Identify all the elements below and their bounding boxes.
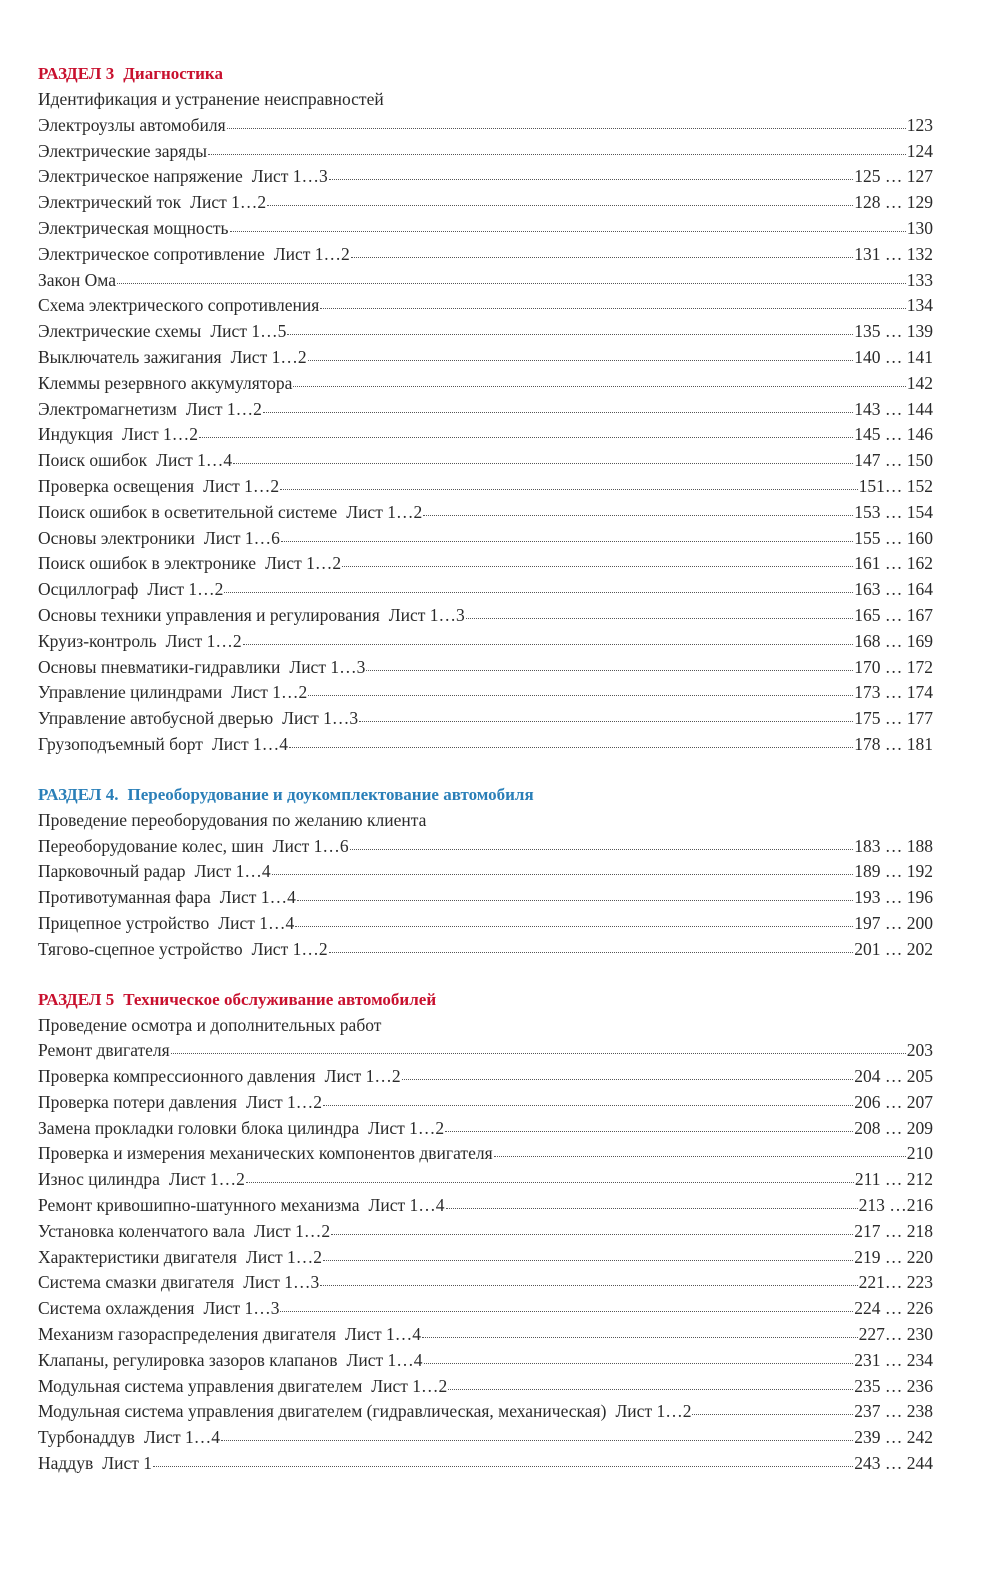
entry-sheet-range: Лист 1…3 [203, 1298, 280, 1319]
toc-section [38, 782, 933, 963]
entry-sheet-range: Лист 1…4 [194, 861, 271, 882]
entry-sheet-range: Лист 1…6 [272, 835, 349, 856]
toc-entry[interactable] [38, 474, 933, 500]
entry-sheet-range: Лист 1…2 [245, 1246, 322, 1267]
entry-sheet-range: Лист 1…3 [388, 604, 465, 625]
entry-page-numbers: 204 … 205 [854, 1066, 933, 1087]
entry-page-numbers: 133 [906, 269, 933, 290]
entry-sheet-range: Лист 1…2 [615, 1401, 692, 1422]
section-number: РАЗДЕЛ 5 [38, 989, 115, 1009]
dot-leader [272, 860, 854, 878]
entry-title: Электромагнетизм [38, 398, 177, 419]
toc-entry[interactable] [38, 268, 933, 294]
entry-title: Электрическое напряжение [38, 166, 243, 187]
entry-title: Поиск ошибок в электронике [38, 553, 257, 574]
entry-sheet-range: Лист 1…2 [168, 1169, 245, 1190]
toc-entry[interactable] [38, 319, 933, 345]
toc-entry[interactable] [38, 1193, 933, 1219]
entry-sheet-range: Лист 1…2 [203, 475, 280, 496]
dot-leader [280, 474, 857, 492]
entry-page-numbers: 213 …216 [858, 1195, 933, 1216]
entry-title: Переоборудование колес, шин [38, 835, 264, 856]
dot-leader [423, 500, 853, 518]
dot-leader [287, 320, 853, 338]
entry-page-numbers: 239 … 242 [854, 1427, 933, 1448]
toc-section [38, 61, 933, 758]
toc-entry[interactable] [38, 139, 933, 165]
entry-title: Тягово-сцепное устройство [38, 938, 243, 959]
toc-entry[interactable] [38, 577, 933, 603]
entry-sheet-range: Лист 1…4 [368, 1195, 445, 1216]
dot-leader [359, 707, 853, 725]
section-title: Диагностика [123, 64, 223, 83]
dot-leader [692, 1400, 853, 1418]
dot-leader [466, 603, 853, 621]
entry-page-numbers: 131 … 132 [854, 243, 933, 264]
dot-leader [308, 681, 853, 699]
toc-entry[interactable] [38, 885, 933, 911]
toc-entry[interactable] [38, 680, 933, 706]
toc-entry[interactable] [38, 551, 933, 577]
entry-page-numbers: 189 … 192 [854, 861, 933, 882]
entry-page-numbers: 219 … 220 [854, 1246, 933, 1267]
toc-entry[interactable] [38, 1425, 933, 1451]
entry-title: Модульная система управления двигателем (гидравлическая, механическая) [38, 1401, 607, 1422]
entry-sheet-range: Лист 1…2 [265, 553, 342, 574]
entry-page-numbers: 147 … 150 [854, 450, 933, 471]
entry-sheet-range: Лист 1…4 [156, 450, 233, 471]
dot-leader [323, 1090, 853, 1108]
toc-entry[interactable] [38, 526, 933, 552]
entry-page-numbers: 134 [906, 295, 933, 316]
entry-title: Грузоподъемный борт [38, 733, 203, 754]
entry-sheet-range: Лист 1…3 [289, 656, 366, 677]
dot-leader [329, 165, 853, 183]
dot-leader [422, 1323, 858, 1341]
entry-sheet-range: Лист 1…2 [346, 501, 423, 522]
dot-leader [117, 268, 906, 286]
dot-leader [323, 1245, 853, 1263]
entry-sheet-range: Лист 1…4 [219, 887, 296, 908]
dot-leader [494, 1142, 906, 1160]
dot-leader [289, 732, 853, 750]
entry-title: Электрическая мощность [38, 217, 229, 238]
entry-sheet-range: Лист 1…2 [324, 1066, 401, 1087]
toc-entry[interactable] [38, 242, 933, 268]
entry-page-numbers: 183 … 188 [854, 835, 933, 856]
entry-title: Поиск ошибок [38, 450, 148, 471]
dot-leader [448, 1374, 853, 1392]
toc-entry[interactable] [38, 113, 933, 139]
toc-entry[interactable] [38, 216, 933, 242]
toc-entry[interactable] [38, 1374, 933, 1400]
dot-leader [246, 1168, 854, 1186]
dot-leader [446, 1194, 858, 1212]
entry-sheet-range: Лист 1…3 [243, 1272, 320, 1293]
entry-page-numbers: 175 … 177 [854, 708, 933, 729]
dot-leader [153, 1452, 853, 1470]
entry-sheet-range: Лист 1…2 [254, 1220, 331, 1241]
dot-leader [350, 834, 854, 852]
dot-leader [227, 113, 906, 131]
entry-title: Основы техники управления и регулирования [38, 604, 380, 625]
toc-entry[interactable] [38, 1348, 933, 1374]
dot-leader [263, 397, 853, 415]
entry-title: Противотуманная фара [38, 887, 211, 908]
toc-entry[interactable] [38, 629, 933, 655]
entry-sheet-range: Лист 1…2 [273, 243, 350, 264]
entry-sheet-range: Лист 1…2 [121, 424, 198, 445]
entry-title: Поиск ошибок в осветительной системе [38, 501, 338, 522]
entry-title: Система охлаждения [38, 1298, 195, 1319]
toc-entry[interactable] [38, 448, 933, 474]
dot-leader [402, 1065, 854, 1083]
toc-entry[interactable] [38, 937, 933, 963]
entry-page-numbers: 208 … 209 [854, 1117, 933, 1138]
entry-page-numbers: 224 … 226 [854, 1298, 933, 1319]
entry-page-numbers: 235 … 236 [854, 1375, 933, 1396]
entry-page-numbers: 135 … 139 [854, 321, 933, 342]
dot-leader [293, 371, 905, 389]
entry-page-numbers: 165 … 167 [854, 604, 933, 625]
entry-page-numbers: 155 … 160 [854, 527, 933, 548]
entry-title: Индукция [38, 424, 113, 445]
entry-title: Характеристики двигателя [38, 1246, 237, 1267]
section-heading [38, 987, 933, 1013]
entry-sheet-range: Лист 1…2 [185, 398, 262, 419]
entry-title: Система смазки двигателя [38, 1272, 235, 1293]
section-subtitle: Идентификация и устранение неисправностей [38, 89, 384, 109]
toc-entry[interactable] [38, 603, 933, 629]
entry-page-numbers: 125 … 127 [854, 166, 933, 187]
entry-page-numbers: 211 … 212 [854, 1169, 933, 1190]
entry-title: Основы пневматики-гидравлики [38, 656, 281, 677]
entry-title: Парковочный радар [38, 861, 186, 882]
dot-leader [308, 345, 854, 363]
entry-title: Электрические схемы [38, 321, 202, 342]
entry-page-numbers: 124 [906, 140, 933, 161]
entry-page-numbers: 221… 223 [858, 1272, 933, 1293]
dot-leader [331, 1219, 853, 1237]
dot-leader [233, 449, 853, 467]
toc-entry[interactable] [38, 1064, 933, 1090]
toc-section [38, 987, 933, 1477]
entry-sheet-range: Лист 1…5 [210, 321, 287, 342]
toc-entry[interactable] [38, 293, 933, 319]
entry-title: Схема электрического сопротивления [38, 295, 320, 316]
entry-page-numbers: 161 … 162 [854, 553, 933, 574]
entry-title: Модульная система управления двигателем [38, 1375, 363, 1396]
toc-entry[interactable] [38, 1219, 933, 1245]
entry-title: Проверка и измерения механических компонентов двигателя [38, 1143, 493, 1164]
entry-page-numbers: 140 … 141 [854, 346, 933, 367]
dot-leader [221, 1426, 853, 1444]
section-subtitle: Проведение переоборудования по желанию клиента [38, 809, 427, 830]
entry-page-numbers: 142 [906, 372, 933, 393]
toc-entry[interactable] [38, 397, 933, 423]
toc-entry[interactable] [38, 1322, 933, 1348]
entry-sheet-range: Лист 1…3 [251, 166, 328, 187]
entry-title: Проверка потери давления [38, 1091, 237, 1112]
entry-page-numbers: 243 … 244 [854, 1453, 933, 1474]
entry-title: Износ цилиндра [38, 1169, 160, 1190]
table-of-contents [38, 61, 933, 1477]
entry-title: Установка коленчатого вала [38, 1220, 246, 1241]
entry-title: Наддув [38, 1453, 94, 1474]
section-title: Техническое обслуживание автомобилей [123, 989, 437, 1009]
dot-leader [267, 191, 853, 209]
entry-title: Осциллограф [38, 579, 139, 600]
toc-entry[interactable] [38, 1296, 933, 1322]
entry-title: Электрическое сопротивление [38, 243, 265, 264]
toc-entry[interactable] [38, 164, 933, 190]
entry-page-numbers: 210 [906, 1143, 933, 1164]
toc-entry[interactable] [38, 1141, 933, 1167]
dot-leader [366, 655, 853, 673]
toc-entry[interactable] [38, 655, 933, 681]
entry-sheet-range: Лист 1…6 [203, 527, 280, 548]
entry-page-numbers: 130 [906, 217, 933, 238]
entry-page-numbers: 145 … 146 [854, 424, 933, 445]
dot-leader [224, 578, 853, 596]
entry-sheet-range: Лист 1…4 [143, 1427, 220, 1448]
section-heading [38, 782, 933, 808]
entry-sheet-range: Лист 1…2 [165, 630, 242, 651]
section-number: РАЗДЕЛ 3 [38, 64, 115, 83]
section-heading [38, 61, 933, 87]
toc-entry[interactable] [38, 345, 933, 371]
entry-title: Электрический ток [38, 192, 182, 213]
entry-page-numbers: 206 … 207 [854, 1091, 933, 1112]
entry-title: Прицепное устройство [38, 912, 210, 933]
dot-leader [320, 294, 905, 312]
entry-page-numbers: 168 … 169 [854, 630, 933, 651]
dot-leader [281, 526, 853, 544]
entry-title: Клапаны, регулировка зазоров клапанов [38, 1349, 338, 1370]
entry-page-numbers: 217 … 218 [854, 1220, 933, 1241]
section-number: РАЗДЕЛ 4. [38, 784, 119, 804]
entry-page-numbers: 173 … 174 [854, 682, 933, 703]
dot-leader [297, 886, 853, 904]
entry-title: Управление автобусной дверью [38, 708, 274, 729]
toc-entry[interactable] [38, 422, 933, 448]
toc-entry[interactable] [38, 859, 933, 885]
entry-page-numbers: 123 [906, 114, 933, 135]
toc-entry[interactable] [38, 706, 933, 732]
dot-leader [424, 1348, 854, 1366]
entry-page-numbers: 227… 230 [858, 1324, 933, 1345]
entry-sheet-range: Лист 1…4 [218, 912, 295, 933]
entry-page-numbers: 170 … 172 [854, 656, 933, 677]
toc-entry[interactable] [38, 190, 933, 216]
entry-title: Электрические заряды [38, 140, 207, 161]
entry-title: Проверка освещения [38, 475, 195, 496]
entry-sheet-range: Лист 1…2 [368, 1117, 445, 1138]
entry-page-numbers: 203 [906, 1040, 933, 1061]
entry-page-numbers: 197 … 200 [854, 912, 933, 933]
entry-page-numbers: 178 … 181 [854, 733, 933, 754]
entry-title: Ремонт двигателя [38, 1040, 170, 1061]
entry-sheet-range: Лист 1…4 [211, 733, 288, 754]
dot-leader [208, 139, 906, 157]
toc-entry[interactable] [38, 1167, 933, 1193]
entry-page-numbers: 151… 152 [858, 475, 933, 496]
entry-sheet-range: Лист 1…4 [346, 1349, 423, 1370]
entry-title: Клеммы резервного аккумулятора [38, 372, 293, 393]
entry-page-numbers: 201 … 202 [854, 938, 933, 959]
entry-sheet-range: Лист 1…2 [190, 192, 267, 213]
toc-entry[interactable] [38, 911, 933, 937]
dot-leader [171, 1039, 906, 1057]
toc-entry[interactable] [38, 1245, 933, 1271]
dot-leader [329, 937, 854, 955]
entry-sheet-range: Лист 1…2 [251, 938, 328, 959]
toc-entry[interactable] [38, 1038, 933, 1064]
entry-sheet-range: Лист 1…4 [345, 1324, 422, 1345]
entry-title: Ремонт кривошипно-шатунного механизма [38, 1195, 360, 1216]
toc-entry[interactable] [38, 1270, 933, 1296]
toc-entry[interactable] [38, 1451, 933, 1477]
entry-title: Закон Ома [38, 269, 116, 290]
toc-entry[interactable] [38, 1090, 933, 1116]
entry-sheet-range: Лист 1…2 [147, 579, 224, 600]
entry-title: Электроузлы автомобиля [38, 114, 226, 135]
entry-page-numbers: 237 … 238 [854, 1401, 933, 1422]
entry-sheet-range: Лист 1…2 [245, 1091, 322, 1112]
entry-title: Проверка компрессионного давления [38, 1066, 316, 1087]
section-title: Переоборудование и доукомплектование автомобиля [127, 784, 534, 804]
toc-entry[interactable] [38, 732, 933, 758]
entry-sheet-range: Лист 1…2 [371, 1375, 448, 1396]
entry-sheet-range: Лист 1 [102, 1453, 153, 1474]
dot-leader [243, 629, 854, 647]
toc-entry[interactable] [38, 1399, 933, 1425]
dot-leader [230, 216, 906, 234]
dot-leader [280, 1297, 853, 1315]
entry-title: Турбонаддув [38, 1427, 135, 1448]
entry-title: Управление цилиндрами [38, 682, 223, 703]
entry-page-numbers: 128 … 129 [854, 192, 933, 213]
toc-entry[interactable] [38, 500, 933, 526]
entry-title: Основы электроники [38, 527, 195, 548]
entry-title: Круиз-контроль [38, 630, 157, 651]
entry-page-numbers: 193 … 196 [854, 887, 933, 908]
dot-leader [295, 911, 853, 929]
entry-title: Выключатель зажигания [38, 346, 222, 367]
toc-entry[interactable] [38, 1116, 933, 1142]
entry-title: Замена прокладки головки блока цилиндра [38, 1117, 360, 1138]
entry-title: Механизм газораспределения двигателя [38, 1324, 336, 1345]
toc-entry[interactable] [38, 371, 933, 397]
dot-leader [199, 423, 853, 441]
entry-sheet-range: Лист 1…2 [231, 682, 308, 703]
entry-sheet-range: Лист 1…2 [230, 346, 307, 367]
dot-leader [351, 242, 853, 260]
entry-sheet-range: Лист 1…3 [282, 708, 359, 729]
entry-page-numbers: 231 … 234 [854, 1349, 933, 1370]
dot-leader [342, 552, 853, 570]
dot-leader [320, 1271, 857, 1289]
dot-leader [445, 1116, 853, 1134]
toc-entry[interactable] [38, 834, 933, 860]
entry-page-numbers: 153 … 154 [854, 501, 933, 522]
entry-page-numbers: 143 … 144 [854, 398, 933, 419]
entry-page-numbers: 163 … 164 [854, 579, 933, 600]
section-subtitle: Проведение осмотра и дополнительных работ [38, 1014, 382, 1035]
